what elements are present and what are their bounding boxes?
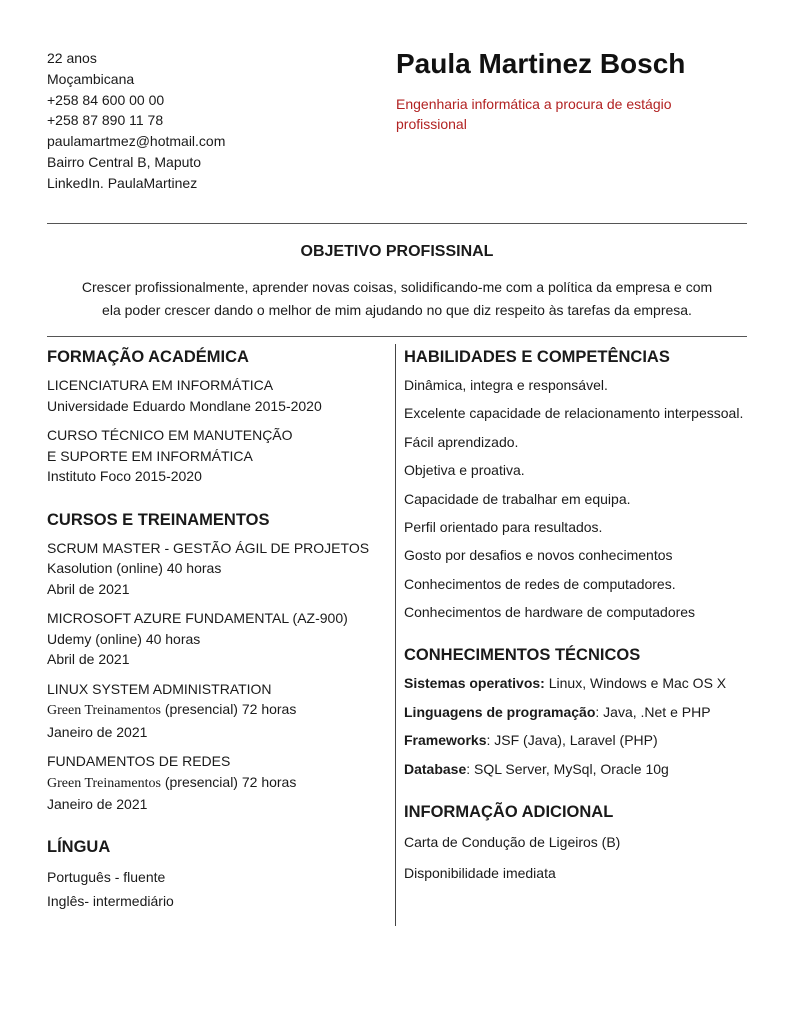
tech-item [404, 730, 784, 750]
course-name: FUNDAMENTOS DE REDES [47, 753, 231, 769]
course-item [47, 679, 387, 743]
tech-item [404, 702, 784, 722]
tech-value: : JSF (Java), Laravel (PHP) [486, 732, 658, 749]
tech-label: Database [404, 760, 467, 777]
course-provider-name: Green Treinamentos [47, 703, 161, 718]
tech-label: Linguagens de programação [404, 703, 596, 720]
course-date: Abril de 2021 [47, 580, 130, 597]
nationality: Moçambicana [47, 70, 135, 87]
objective-title: OBJETIVO PROFISSINAL [300, 243, 494, 260]
course-provider: Udemy (online) 40 horas [47, 630, 201, 647]
course-provider: Kasolution (online) 40 horas [47, 560, 222, 576]
language-item: Português - fluente [47, 868, 166, 885]
column-divider [395, 344, 396, 926]
tech-value: : SQL Server, MySql, Oracle 10g [466, 760, 669, 777]
skill-item: Dinâmica, integra e responsável. [404, 377, 608, 393]
linkedin: LinkedIn. PaulaMartinez [47, 174, 198, 191]
skill-item: Perfil orientado para resultados. [404, 518, 603, 535]
tech-value: : Java, .Net e PHP [595, 703, 711, 720]
email: paulamartmez@hotmail.com [47, 133, 226, 150]
course-date: Janeiro de 2021 [47, 723, 148, 740]
address: Bairro Central B, Maputo [47, 153, 202, 170]
education-degree-cont: E SUPORTE EM INFORMÁTICA [47, 447, 253, 464]
technical-title: CONHECIMENTOS TÉCNICOS [404, 646, 641, 665]
contact-info [47, 48, 225, 194]
skill-item: Fácil aprendizado. [404, 433, 519, 450]
course-name: LINUX SYSTEM ADMINISTRATION [47, 680, 272, 697]
divider-middle [47, 336, 747, 337]
course-date: Abril de 2021 [47, 651, 130, 667]
skills-title: HABILIDADES E COMPETÊNCIAS [404, 348, 670, 366]
additional-title: INFORMAÇÃO ADICIONAL [404, 802, 614, 821]
right-column [404, 348, 784, 893]
tech-label: Frameworks [404, 732, 487, 749]
course-item [47, 751, 387, 815]
skill-item: Capacidade de trabalhar em equipa. [404, 490, 631, 507]
left-column [47, 348, 387, 916]
languages-title: LÍNGUA [47, 837, 111, 856]
education-title: FORMAÇÃO ACADÉMICA [47, 348, 249, 366]
divider-top [47, 223, 747, 224]
course-provider-detail: (presencial) 72 horas [160, 773, 297, 790]
education-institution: Instituto Foco 2015-2020 [47, 468, 202, 484]
candidate-subtitle: Engenharia informática a procura de estágio profissional [396, 96, 672, 132]
course-name: MICROSOFT AZURE FUNDAMENTAL (AZ-900) [47, 610, 348, 626]
phone-primary: +258 84 600 00 00 [47, 91, 165, 108]
course-provider [47, 699, 387, 722]
age: 22 anos [47, 50, 97, 66]
language-item: Inglês- intermediário [47, 893, 174, 910]
course-item [47, 538, 387, 600]
course-provider-name: Green Treinamentos [47, 775, 161, 791]
tech-value: Linux, Windows e Mac OS X [544, 675, 727, 692]
additional-item: Carta de Condução de Ligeiros (B) [404, 833, 621, 850]
skill-item: Excelente capacidade de relacionamento interpessoal. [404, 405, 744, 422]
objective-line: Crescer profissionalmente, aprender novas coisas, solidificando-me com a política da empresa e com [81, 279, 713, 295]
course-provider-detail: (presencial) 72 horas [160, 701, 297, 717]
tech-label: Sistemas operativos: [404, 675, 545, 692]
course-date: Janeiro de 2021 [47, 796, 148, 812]
tech-item [404, 759, 784, 779]
skill-item: Objetiva e proativa. [404, 462, 525, 479]
candidate-name: Paula Martinez Bosch [396, 48, 686, 79]
objective-line: ela poder crescer dando o melhor de mim ajudando no que diz respeito às tarefas da empresa. [102, 301, 692, 318]
skill-item: Conhecimentos de hardware de computadores [404, 604, 696, 621]
education-institution: Universidade Eduardo Mondlane 2015-2020 [47, 397, 322, 414]
course-provider [47, 772, 387, 795]
course-item [47, 608, 387, 670]
education-degree: CURSO TÉCNICO EM MANUTENÇÃO [47, 427, 293, 443]
skill-item: Conhecimentos de redes de computadores. [404, 575, 676, 592]
tech-item [404, 673, 784, 693]
additional-item: Disponibilidade imediata [404, 864, 556, 881]
skill-item: Gosto por desafios e novos conhecimentos [404, 547, 673, 564]
education-degree: LICENCIATURA EM INFORMÁTICA [47, 377, 274, 393]
education-item [47, 375, 387, 416]
phone-secondary: +258 87 890 11 78 [47, 112, 164, 129]
education-item [47, 425, 387, 487]
objective-text [47, 276, 747, 321]
courses-title: CURSOS E TREINAMENTOS [47, 510, 270, 529]
course-name: SCRUM MASTER - GESTÃO ÁGIL DE PROJETOS [47, 539, 370, 556]
